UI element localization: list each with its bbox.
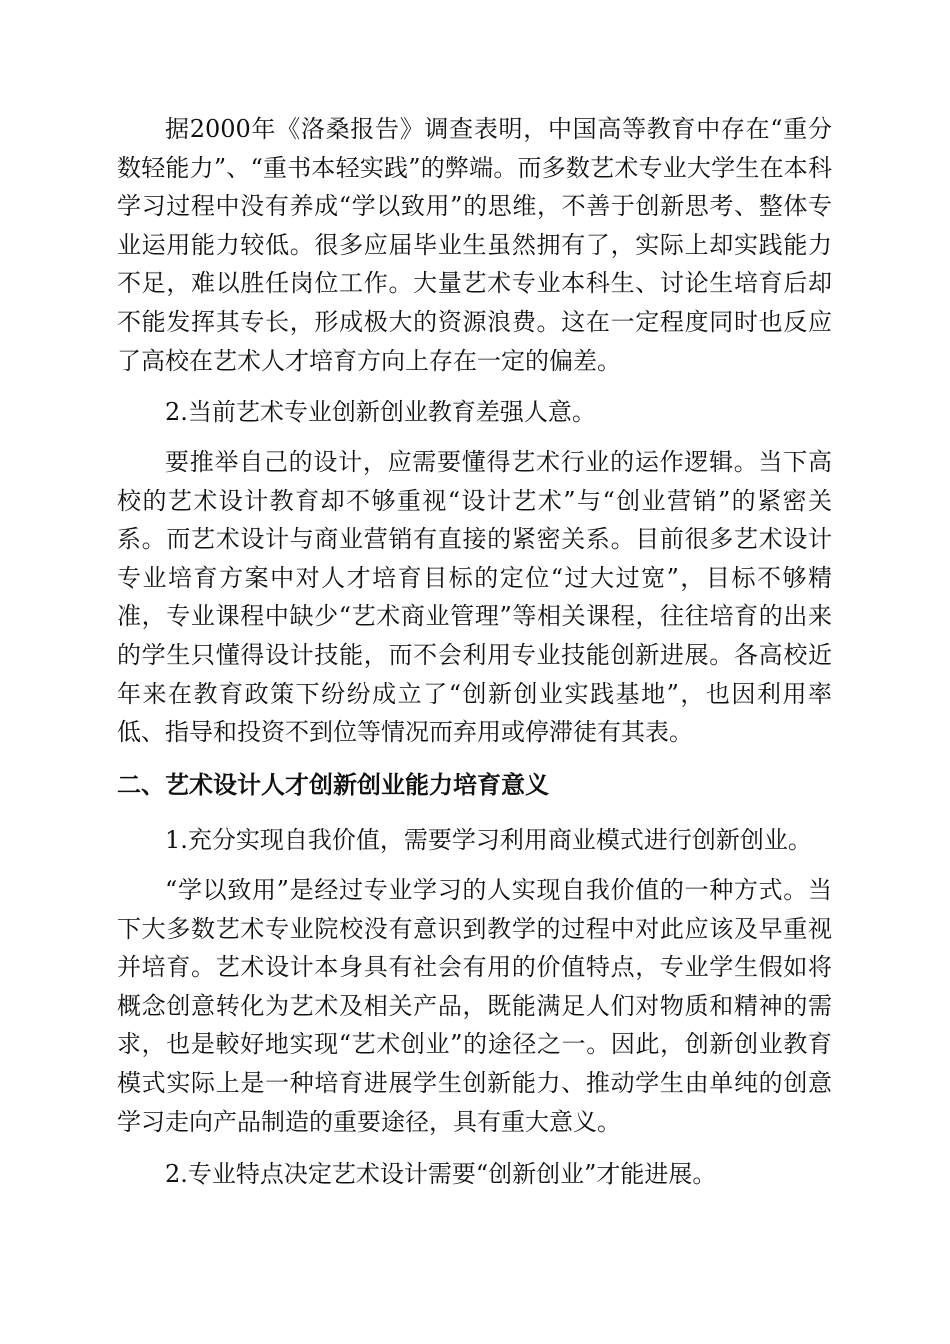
subheading-current-education: 2.当前艺术专业创新创业教育差强人意。 [165, 398, 596, 426]
paragraph-learning-application: “学以致用”是经过专业学习的人实现自我价值的一种方式。当下大多数艺术专业院校没有意识到教学的过程中对此应该及早重视并培育。艺术设计本身具有社会有用的价值特点，专业学生假如将概念创意转化为艺术及相关产品，既能满足人们对物质和精神的需求，也是較好地实现“艺术创业”的途径之一。因此，创新创业教育模式实际上是一种培育进展学生创新能力、推动学生由单纯的创意学习走向产品制造的重要途径，具有重大意义。 [117, 876, 832, 1136]
paragraph-lausanne-report: 据2000年《洛桑报告》调查表明，中国高等教育中存在“重分数轻能力”、“重书本轻实践”的弊端。而多数艺术专业大学生在本科学习过程中没有养成“学以致用”的思维，不善于创新思考、整体专业运用能力较低。很多应届毕业生虽然拥有了，实际上却实践能力不足，难以胜任岗位工作。大量艺术专业本科生、讨论生培育后却不能发挥其专长，形成极大的资源浪费。这在一定程度同时也反应了高校在艺术人才培育方向上存在一定的偏差。 [117, 115, 832, 375]
section-heading-training-significance: 二、艺术设计人才创新创业能力培育意义 [117, 771, 549, 799]
subheading-professional-features: 2.专业特点决定艺术设计需要“创新创业”才能进展。 [165, 1160, 717, 1188]
subheading-self-value: 1.充分实现自我价值，需要学习利用商业模式进行创新创业。 [165, 826, 812, 854]
paragraph-design-business: 要推举自己的设计，应需要懂得艺术行业的运作逻辑。当下高校的艺术设计教育却不够重视“设计艺术”与“创业营销”的紧密关系。而艺术设计与商业营销有直接的紧密关系。目前很多艺术设计专业培育方案中对人才培育目标的定位“过大过宽”，目标不够精准，专业课程中缺少“艺术商业管理”等相关课程，往往培育的出来的学生只懂得设计技能，而不会利用专业技能创新进展。各高校近年来在教育政策下纷纷成立了“创新创业实践基地”，也因利用率低、指导和投资不到位等情况而弃用或停滞徒有其表。 [117, 448, 832, 747]
